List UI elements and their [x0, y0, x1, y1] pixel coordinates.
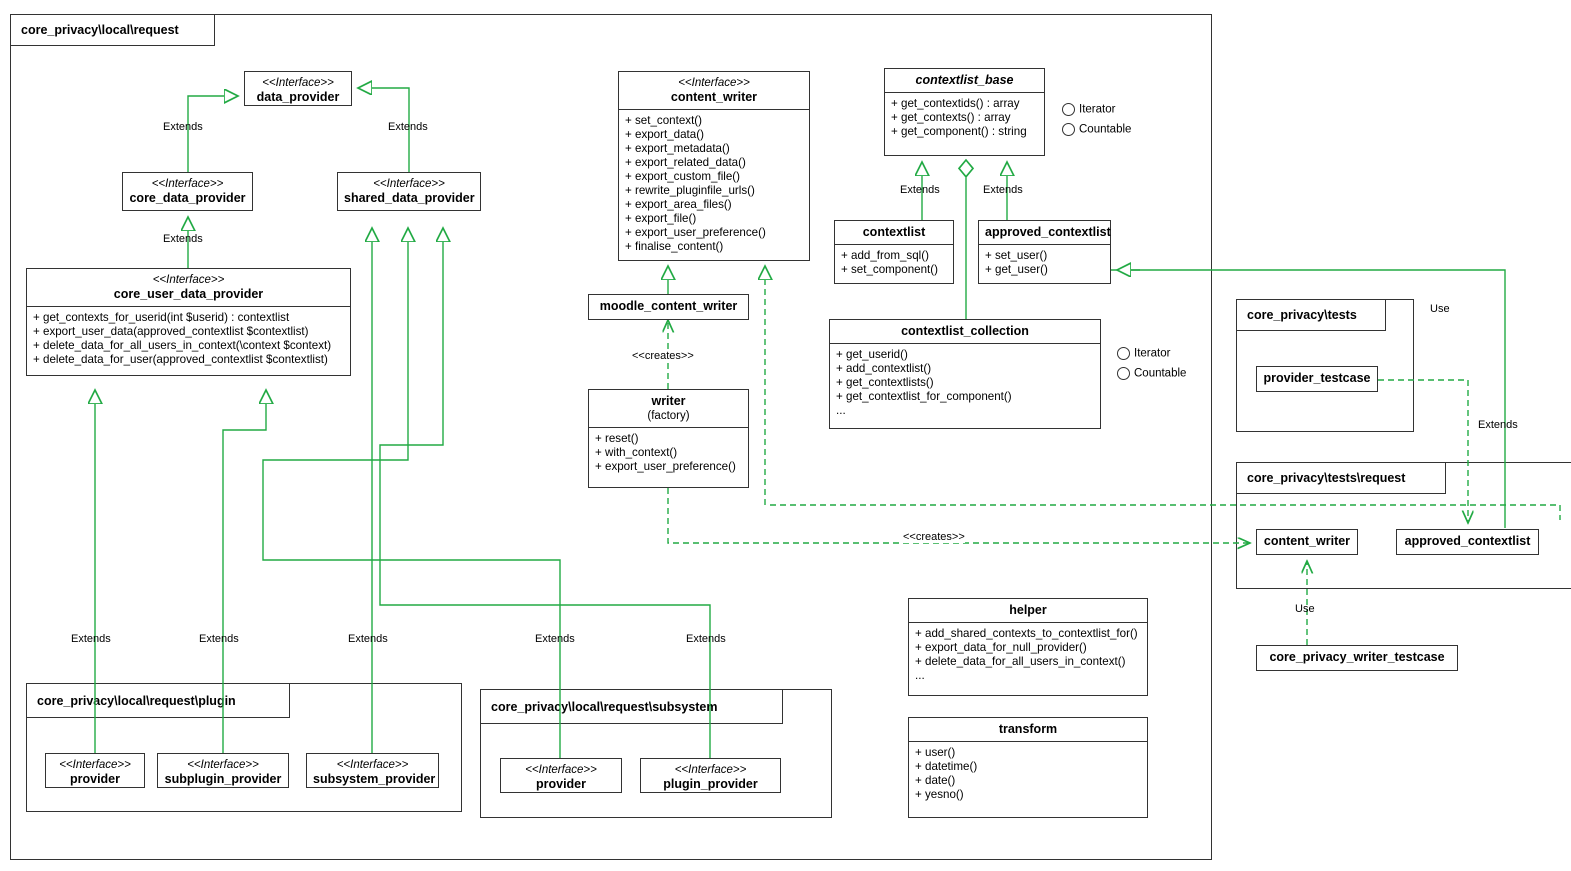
class-contextlist-collection[interactable]	[829, 319, 1101, 429]
class-subtitle: (factory)	[647, 410, 690, 422]
edge-label-text: Extends	[388, 121, 428, 133]
class-header	[501, 759, 621, 796]
edge-label-text: Extends	[900, 184, 940, 196]
class-core-privacy-writer-testcase[interactable]	[1256, 645, 1458, 671]
interface-circle-icon	[1117, 367, 1130, 380]
class-name: subplugin_provider	[164, 772, 282, 786]
class-contextlist-base[interactable]	[884, 68, 1045, 156]
operation: + export_area_files()	[625, 198, 732, 211]
class-header	[909, 718, 1147, 741]
operation: + export_related_data()	[625, 156, 746, 169]
edge-label-text: Extends	[199, 633, 239, 645]
edge-label-text: Extends	[686, 633, 726, 645]
class-name: helper	[1009, 603, 1047, 617]
interface-circle-icon	[1062, 123, 1075, 136]
class-operations	[589, 427, 748, 480]
class-stereotype: <<Interface>>	[151, 178, 224, 190]
operation: + export_file()	[625, 212, 697, 225]
package-title: core_privacy\tests\request	[1247, 471, 1406, 485]
edge-label-extends	[388, 121, 428, 133]
edge-label-extends	[71, 633, 111, 645]
operation: + export_user_data(approved_contextlist $contextlist)	[33, 325, 309, 338]
operation: + export_custom_file()	[625, 170, 741, 183]
class-name: contextlist	[862, 225, 926, 239]
class-header	[641, 759, 780, 796]
class-name: subsystem_provider	[313, 772, 436, 786]
interface-label: Countable	[1079, 123, 1132, 136]
class-writer[interactable]	[588, 389, 749, 488]
class-header	[158, 754, 288, 791]
operation: + date()	[915, 774, 956, 787]
class-header	[835, 221, 953, 244]
lollipop-iterator-contextlist-collection	[1117, 347, 1170, 360]
operation: + get_user()	[985, 263, 1048, 276]
class-header	[885, 69, 1044, 92]
operation: + yesno()	[915, 788, 964, 801]
class-name: core_data_provider	[129, 191, 246, 205]
class-header	[909, 599, 1147, 622]
class-header	[1397, 530, 1538, 553]
edge-label-text: Extends	[163, 121, 203, 133]
class-core-data-provider[interactable]	[122, 172, 253, 211]
class-operations	[979, 244, 1110, 283]
interface-label: Iterator	[1134, 347, 1171, 360]
class-subplugin-provider[interactable]	[157, 753, 289, 788]
lollipop-countable-contextlist-collection	[1117, 367, 1186, 380]
operation: + get_contextlists()	[836, 376, 934, 389]
edge-label-extends	[199, 633, 239, 645]
class-header	[245, 72, 351, 109]
class-shared-data-provider[interactable]	[337, 172, 481, 211]
operation: + add_from_sql()	[841, 249, 929, 262]
edge-label-extends	[686, 633, 726, 645]
class-operations	[835, 244, 953, 283]
operation: + export_data_for_null_provider()	[915, 641, 1087, 654]
package-label-core-privacy-local-request	[10, 14, 215, 46]
edge-label-extends	[163, 121, 203, 133]
class-name: content_writer	[1263, 534, 1351, 548]
class-name: shared_data_provider	[344, 191, 475, 205]
class-core-user-data-provider[interactable]	[26, 268, 351, 376]
operation: + user()	[915, 746, 956, 759]
class-plugin-provider[interactable]	[45, 753, 145, 788]
edge-label-text: Extends	[163, 233, 203, 245]
operation: + with_context()	[595, 446, 678, 459]
class-test-approved-contextlist[interactable]	[1396, 529, 1539, 555]
package-title: core_privacy\local\request	[21, 23, 179, 37]
edge-label-text: Extends	[348, 633, 388, 645]
class-content-writer[interactable]	[618, 71, 810, 261]
class-header	[46, 754, 144, 791]
class-name: core_user_data_provider	[113, 287, 264, 301]
class-header	[1257, 367, 1377, 390]
lollipop-iterator-contextlist-base	[1062, 103, 1115, 116]
package-title: core_privacy\local\request\subsystem	[491, 699, 718, 714]
edge-label-creates	[903, 531, 965, 543]
class-helper[interactable]	[908, 598, 1148, 696]
interface-label: Countable	[1134, 367, 1187, 380]
class-header	[830, 320, 1100, 343]
operation: + export_user_preference()	[625, 226, 766, 239]
class-stereotype: <<Interface>>	[152, 274, 225, 286]
class-name: transform	[998, 722, 1058, 736]
operation: + get_userid()	[836, 348, 908, 361]
package-label-plugin	[26, 683, 290, 718]
class-stereotype: <<Interface>>	[262, 77, 334, 89]
edge-label-text: Use	[1430, 303, 1450, 315]
class-header	[27, 269, 350, 306]
operation: + rewrite_pluginfile_urls()	[625, 184, 755, 197]
edge-label-extends	[348, 633, 388, 645]
package-label-subsystem	[480, 689, 783, 724]
class-header	[589, 390, 748, 427]
operation: + add_contextlist()	[836, 362, 932, 375]
operation: + delete_data_for_all_users_in_context(\context $context)	[33, 339, 332, 352]
edge-label-creates	[632, 350, 694, 362]
class-stereotype: <<Interface>>	[187, 759, 259, 771]
class-stereotype: <<Interface>>	[674, 764, 747, 776]
operation: + export_metadata()	[625, 142, 730, 155]
operation: + delete_data_for_all_users_in_context()	[915, 655, 1126, 668]
edge-label-extends	[983, 184, 1023, 196]
class-name: core_privacy_writer_testcase	[1269, 650, 1445, 664]
operation: + set_user()	[985, 249, 1048, 262]
operation: ...	[836, 404, 846, 417]
interface-circle-icon	[1117, 347, 1130, 360]
edge-label-text: Use	[1295, 603, 1315, 615]
class-name: plugin_provider	[663, 777, 758, 791]
operation: + set_context()	[625, 114, 703, 127]
package-label-tests	[1236, 299, 1386, 331]
edge-label-text: Extends	[535, 633, 575, 645]
class-name: writer	[651, 394, 686, 408]
edge-label-text: Extends	[983, 184, 1023, 196]
package-title: core_privacy\tests	[1247, 308, 1357, 322]
class-name: approved_contextlist	[1404, 534, 1531, 548]
class-stereotype: <<Interface>>	[336, 759, 409, 771]
class-name: approved_contextlist	[985, 225, 1111, 239]
operation: + set_component()	[841, 263, 938, 276]
class-header	[619, 72, 809, 109]
class-operations	[619, 109, 809, 260]
class-name: provider_testcase	[1263, 371, 1371, 385]
class-operations	[909, 741, 1147, 808]
operation: + add_shared_contexts_to_contextlist_for()	[915, 627, 1138, 640]
class-header	[1257, 530, 1357, 553]
edge-label-extends	[163, 233, 203, 245]
class-operations	[909, 622, 1147, 689]
operation: + delete_data_for_user(approved_contextlist $contextlist)	[33, 353, 328, 366]
operation: + datetime()	[915, 760, 978, 773]
class-stereotype: <<Interface>>	[373, 178, 445, 190]
class-name: content_writer	[670, 90, 758, 104]
class-stereotype: <<Interface>>	[59, 759, 131, 771]
class-name: provider	[69, 772, 120, 786]
interface-circle-icon	[1062, 103, 1075, 116]
class-name: moodle_content_writer	[599, 299, 738, 313]
edge-label-extends	[1478, 419, 1518, 431]
class-plugin-provider-iface[interactable]	[640, 758, 781, 793]
operation: + get_contextlist_for_component()	[836, 390, 1012, 403]
class-operations	[830, 343, 1100, 424]
edge-label-text: <<creates>>	[903, 531, 965, 543]
class-subsystem-package-provider[interactable]	[500, 758, 622, 793]
class-name: provider	[535, 777, 586, 791]
class-name: contextlist_base	[915, 73, 1014, 87]
class-header	[589, 295, 748, 318]
operation: + reset()	[595, 432, 639, 445]
class-header	[307, 754, 438, 791]
class-moodle-content-writer[interactable]	[588, 294, 749, 320]
edge-label-text: Extends	[71, 633, 111, 645]
class-name: data_provider	[256, 90, 340, 104]
package-label-tests-request	[1236, 462, 1446, 494]
operation: + get_component() : string	[891, 125, 1027, 138]
operation: + finalise_content()	[625, 240, 724, 253]
class-header	[123, 173, 252, 210]
edge-label-extends	[900, 184, 940, 196]
class-provider-testcase[interactable]	[1256, 366, 1378, 392]
operation: + export_user_preference()	[595, 460, 736, 473]
class-data-provider[interactable]	[244, 71, 352, 106]
operation: + get_contexts_for_userid(int $userid) : contextlist	[33, 311, 290, 324]
operation: + get_contexts() : array	[891, 111, 1011, 124]
class-operations	[27, 306, 350, 373]
class-subsystem-provider[interactable]	[306, 753, 439, 788]
class-header	[979, 221, 1110, 244]
class-test-content-writer[interactable]	[1256, 529, 1358, 555]
class-header	[338, 173, 480, 210]
edge-label-use	[1430, 303, 1450, 315]
interface-label: Iterator	[1079, 103, 1116, 116]
operation: + get_contextids() : array	[891, 97, 1020, 110]
package-title: core_privacy\local\request\plugin	[37, 693, 236, 708]
class-contextlist[interactable]	[834, 220, 954, 284]
class-name: contextlist_collection	[901, 324, 1029, 338]
class-stereotype: <<Interface>>	[525, 764, 597, 776]
operation: ...	[915, 669, 925, 682]
class-approved-contextlist[interactable]	[978, 220, 1111, 284]
class-header	[1257, 646, 1457, 669]
edge-label-extends	[535, 633, 575, 645]
edge-label-text: <<creates>>	[632, 350, 694, 362]
lollipop-countable-contextlist-base	[1062, 123, 1131, 136]
class-operations	[885, 92, 1044, 145]
class-transform[interactable]	[908, 717, 1148, 818]
operation: + export_data()	[625, 128, 704, 141]
class-stereotype: <<Interface>>	[678, 77, 750, 89]
edge-label-text: Extends	[1478, 419, 1518, 431]
edge-label-use	[1295, 603, 1315, 615]
